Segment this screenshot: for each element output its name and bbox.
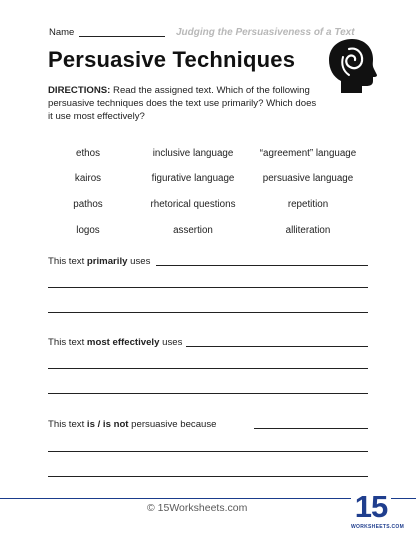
logo-number: 15 [354, 489, 388, 524]
word-bank-term: rhetorical questions [150, 199, 236, 210]
name-blank-line [79, 36, 165, 37]
prompt-text: This text [48, 337, 87, 348]
question-is-persuasive [48, 419, 368, 489]
word-bank-term: repetition [287, 199, 329, 210]
page-title: Persuasive Techniques [48, 47, 296, 72]
word-bank-term: “agreement” language [259, 148, 357, 159]
prompt-text: This text [48, 256, 87, 267]
prompt-emphasis: most effectively [86, 337, 160, 348]
word-bank-term: ethos [76, 148, 100, 159]
word-bank-term: figurative language [151, 173, 235, 184]
question-primarily [48, 256, 368, 326]
question-prompt [48, 419, 217, 430]
word-bank-term: pathos [73, 199, 103, 210]
directions-text: Read the assigned text. Which of the following persuasive techniques does the text use primarily? Which does it use most effectively? [48, 85, 317, 122]
prompt-emphasis: primarily [86, 256, 128, 267]
answer-line[interactable] [48, 287, 368, 288]
worksheets-logo [351, 489, 405, 534]
answer-line[interactable] [254, 428, 368, 429]
answer-line[interactable] [186, 346, 368, 347]
answer-line[interactable] [48, 451, 368, 452]
logo-text: WORKSHEETS.COM [351, 524, 405, 530]
answer-line[interactable] [48, 312, 368, 313]
worksheet-header [49, 27, 369, 41]
question-prompt [48, 256, 150, 267]
word-bank-term: assertion [173, 225, 213, 236]
word-bank-row [48, 173, 368, 187]
head-profile-icon [327, 37, 377, 95]
answer-line[interactable] [48, 476, 368, 477]
answer-line[interactable] [156, 265, 368, 266]
word-bank-term: persuasive language [262, 173, 354, 184]
name-label: Name [49, 27, 75, 38]
directions-label: DIRECTIONS: [48, 85, 111, 96]
word-bank-term: kairos [74, 173, 102, 184]
answer-line[interactable] [48, 393, 368, 394]
footer-copyright: © 15Worksheets.com [147, 502, 248, 514]
word-bank-term: logos [76, 225, 100, 236]
question-most-effectively [48, 337, 368, 407]
prompt-text: uses [127, 256, 151, 267]
question-prompt [48, 337, 182, 348]
worksheet-subtitle: Judging the Persuasiveness of a Text [176, 27, 355, 38]
prompt-text: persuasive because [128, 419, 217, 430]
prompt-text: uses [159, 337, 183, 348]
word-bank-term: alliteration [285, 225, 331, 236]
word-bank-row [48, 225, 368, 239]
directions [48, 84, 320, 123]
answer-line[interactable] [48, 368, 368, 369]
word-bank-term: inclusive language [152, 148, 234, 159]
word-bank-row [48, 148, 368, 162]
prompt-emphasis: is / is not [86, 419, 129, 430]
prompt-text: This text [48, 419, 87, 430]
word-bank-row [48, 199, 368, 213]
